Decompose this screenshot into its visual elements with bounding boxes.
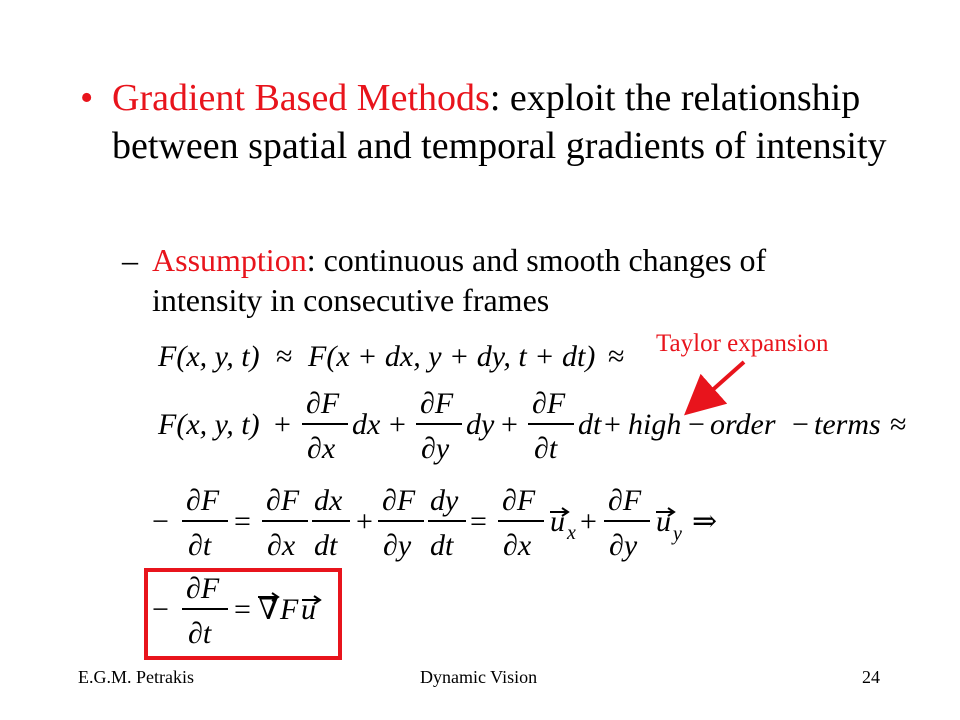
equation-2 <box>157 387 906 465</box>
eq2-num-1: ∂F <box>306 387 340 420</box>
eq3-dy: dy <box>430 484 459 517</box>
eq3-den-x2: ∂x <box>503 529 532 562</box>
eq3-plus-2: + <box>580 505 597 538</box>
equation-1 <box>157 340 624 373</box>
eq2-den-2: ∂y <box>421 432 450 465</box>
eq2-minus-1: − <box>688 408 705 441</box>
eq4-minus: − <box>152 593 169 626</box>
eq1-rhs: F(x + dx, y + dy, t + dt) <box>308 340 596 373</box>
eq3-dt-1: dt <box>314 529 338 562</box>
eq4-u: u <box>301 593 316 626</box>
eq3-den-y2: ∂y <box>609 529 638 562</box>
sub-bullet-rest: : continuous and smooth changes of intensity in consecutive frames <box>152 242 767 318</box>
eq1-approx-end: ≈ <box>608 340 625 373</box>
eq3-dx: dx <box>314 484 343 517</box>
eq4-den: ∂t <box>188 617 212 650</box>
footer-author: E.G.M. Petrakis <box>78 667 194 687</box>
eq3-equals-2: = <box>470 505 487 538</box>
sub-bullet-marker: – <box>122 242 138 278</box>
eq3-dt-2: dt <box>430 529 454 562</box>
eq1-approx: ≈ <box>276 340 293 373</box>
eq3-minus: − <box>152 505 169 538</box>
eq2-high: high <box>628 408 682 441</box>
eq4-equals: = <box>234 593 251 626</box>
eq3-num-y: ∂F <box>382 484 416 517</box>
eq3-sub-x: x <box>567 522 576 544</box>
eq2-plus-2: + <box>389 408 406 441</box>
eq3-u-y: u <box>656 505 671 538</box>
eq2-plus-1: + <box>274 408 291 441</box>
eq3-num-x: ∂F <box>266 484 300 517</box>
eq2-dt: dt <box>578 408 602 441</box>
eq3-den-x: ∂x <box>267 529 296 562</box>
eq3-plus-1: + <box>356 505 373 538</box>
footer-page-number: 24 <box>862 667 880 687</box>
eq2-num-3: ∂F <box>532 387 566 420</box>
equation-3 <box>152 484 717 562</box>
eq3-num-y2: ∂F <box>608 484 642 517</box>
eq2-den-3: ∂t <box>534 432 558 465</box>
eq3-den-y: ∂y <box>383 529 412 562</box>
eq2-num-2: ∂F <box>420 387 454 420</box>
bullet-highlight: Gradient Based Methods <box>112 77 490 119</box>
footer-course: Dynamic Vision <box>420 667 538 687</box>
eq2-dx: dx <box>352 408 381 441</box>
eq3-u-x: u <box>550 505 565 538</box>
eq3-sub-y: y <box>673 523 682 545</box>
eq2-order: order <box>710 408 776 441</box>
eq4-nabla: ∇ <box>258 593 279 626</box>
eq2-approx: ≈ <box>890 408 907 441</box>
eq2-terms: terms <box>814 408 881 441</box>
eq2-dy: dy <box>466 408 495 441</box>
eq1-lhs: F(x, y, t) <box>158 340 260 373</box>
eq3-equals-1: = <box>234 505 251 538</box>
eq3-num-t: ∂F <box>186 484 220 517</box>
equation-4 <box>146 570 340 658</box>
eq4-F: F <box>280 593 299 626</box>
taylor-arrow <box>690 362 744 410</box>
eq3-implies: ⇒ <box>692 505 718 538</box>
eq2-plus-4: + <box>604 408 621 441</box>
bullet-marker: • <box>80 77 94 119</box>
bullet-rest: : exploit the relationship between spatial and temporal gradients of intensity <box>112 77 887 167</box>
eq2-den-1: ∂x <box>307 432 336 465</box>
eq2-plus-3: + <box>501 408 518 441</box>
eq3-num-x2: ∂F <box>502 484 536 517</box>
eq4-num: ∂F <box>186 572 220 605</box>
sub-bullet-highlight: Assumption <box>152 242 307 278</box>
eq3-den-t: ∂t <box>188 529 212 562</box>
taylor-expansion-label: Taylor expansion <box>656 330 829 357</box>
eq2-lead: F(x, y, t) <box>158 408 260 441</box>
eq2-minus-2: − <box>792 408 809 441</box>
